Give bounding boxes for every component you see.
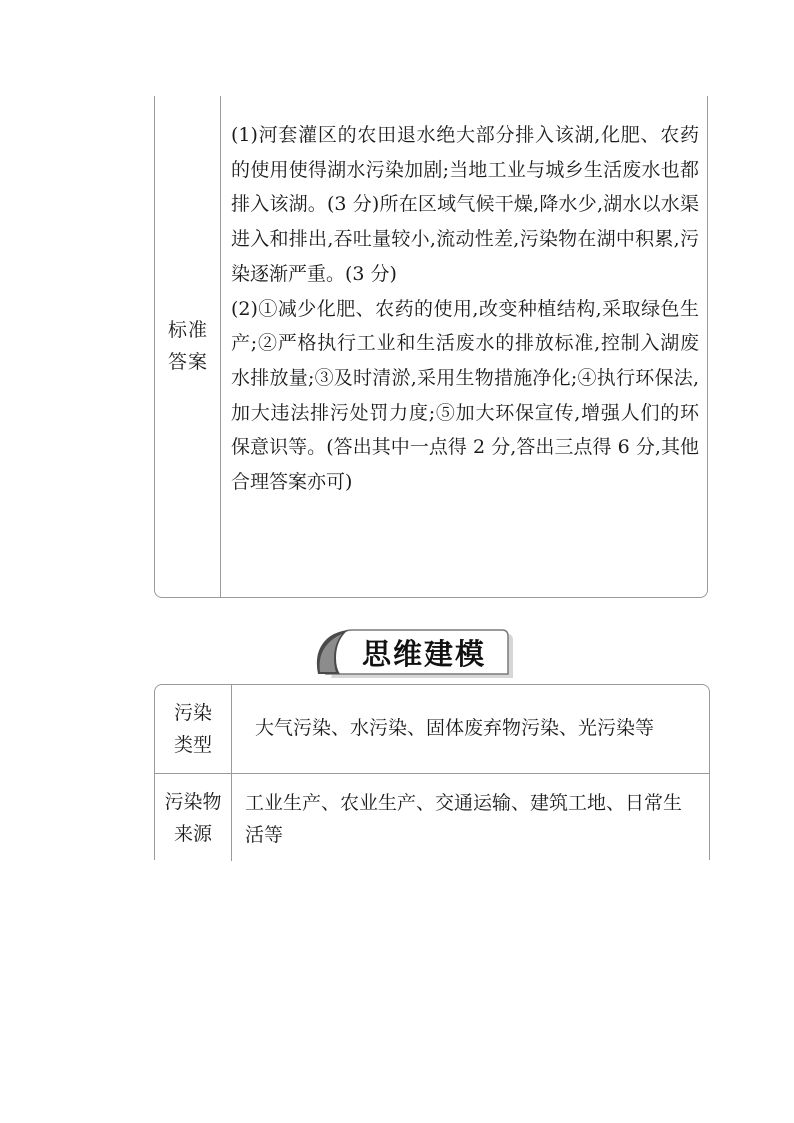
answer-paragraph-1: (1)河套灌区的农田退水绝大部分排入该湖,化肥、农药的使用使得湖水污染加剧;当地工业与城乡生活废水也都排入该湖。(3 分)所在区域气候干燥,降水少,湖水以水渠进入和排出,吞吐量较小,流动性差,污染物在湖中积累,污染逐渐严重。(3 分) (231, 124, 699, 285)
model-row-label (155, 685, 232, 773)
answer-body (231, 118, 699, 500)
model-row-label-line1: 污染物 (164, 791, 222, 813)
answer-label-line1: 标准 (167, 319, 208, 341)
model-row-content: 工业生产、农业生产、交通运输、建筑工地、日常生活等 (245, 792, 683, 846)
model-row-content: 大气污染、水污染、固体废弃物污染、光污染等 (255, 717, 655, 739)
section-title: 思维建模 (361, 637, 486, 671)
section-heading (314, 628, 514, 678)
answer-paragraph-2: (2)①减少化肥、农药的使用,改变种植结构,采取绿色生产;②严格执行工业和生活废水的排放标准,控制入湖废水排放量;③及时清淤,采用生物措施净化;④执行环保法,加大违法排污处罚力度;⑤加大环保宣传,增强人们的环保意识等。(答出其中一点得 2 分,答出三点得 6 分,其他合理答案亦可) (231, 297, 699, 494)
answer-label-line2: 答案 (167, 351, 208, 373)
answer-table (154, 96, 708, 598)
answer-label (155, 314, 221, 378)
model-row-label-line1: 污染 (173, 702, 212, 724)
model-row-pollution-type (155, 685, 709, 774)
answer-label-column (155, 96, 221, 597)
model-row-label-line2: 来源 (173, 823, 212, 845)
model-row-label (155, 774, 232, 861)
model-table (154, 684, 710, 860)
model-row-label-line2: 类型 (173, 734, 212, 756)
model-row-pollution-source (155, 774, 709, 861)
